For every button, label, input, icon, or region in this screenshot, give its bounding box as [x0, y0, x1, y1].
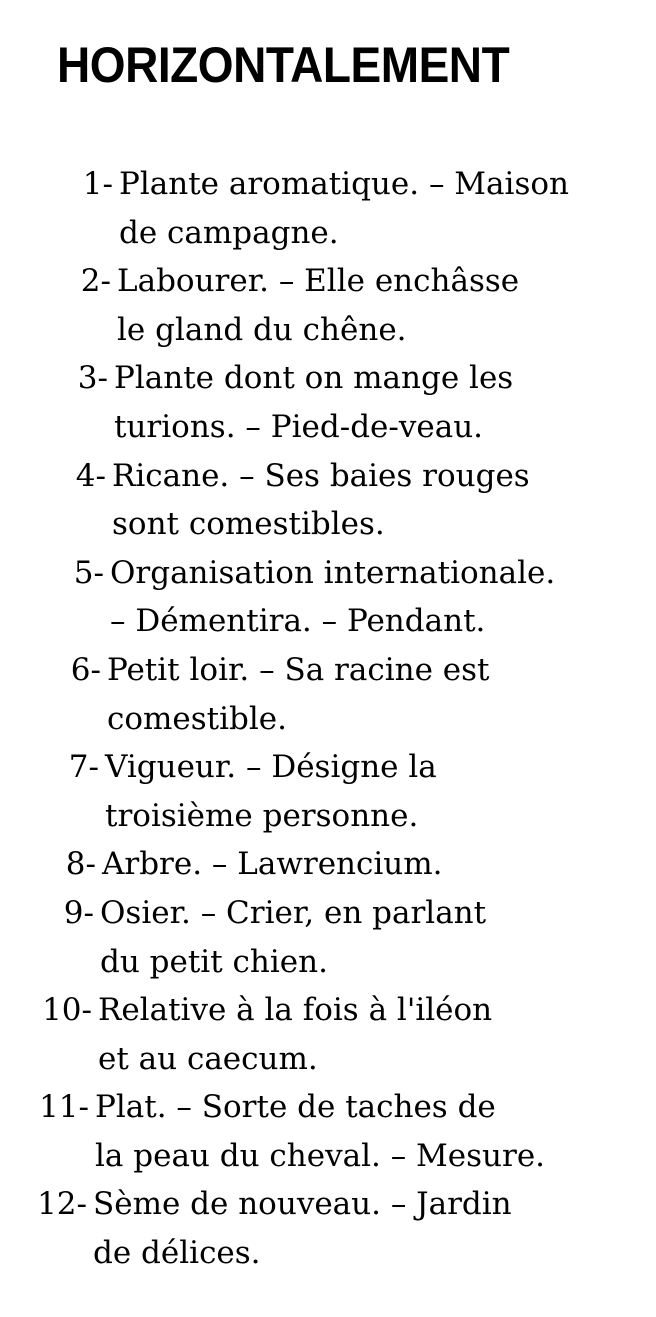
clue-list	[0, 160, 640, 1278]
clue-item	[0, 1083, 640, 1180]
clue-item	[0, 160, 640, 257]
clue-text: comestible.	[107, 700, 288, 737]
clue-text: Sème de nouveau. – Jardin	[93, 1186, 512, 1223]
clue-item	[0, 743, 640, 840]
clue-text: Relative à la fois à l'iléon	[98, 992, 493, 1029]
clue-number: 2-	[80, 263, 111, 300]
clue-item	[0, 549, 640, 646]
clue-number: 8-	[65, 846, 96, 883]
clue-text: et au caecum.	[98, 1040, 318, 1077]
clue-text: troisième personne.	[105, 797, 419, 834]
clue-number: 3-	[77, 360, 108, 397]
clue-number: 12-	[37, 1186, 87, 1223]
clue-item	[0, 452, 640, 549]
clue-number: 11-	[39, 1089, 89, 1126]
clue-text: sont comestibles.	[112, 506, 385, 543]
clue-number: 7-	[68, 749, 99, 786]
clue-item	[0, 840, 640, 889]
clue-item	[0, 889, 640, 986]
clue-text: – Démentira. – Pendant.	[110, 603, 486, 640]
clue-item	[0, 646, 640, 743]
clue-number: 4-	[75, 457, 106, 494]
clue-number: 9-	[63, 894, 94, 931]
clue-text: Plante dont on mange les	[114, 360, 514, 397]
clue-text: Plat. – Sorte de taches de	[95, 1089, 496, 1126]
clue-number: 6-	[70, 651, 101, 688]
clue-number: 5-	[73, 554, 104, 591]
clue-text: Vigueur. – Désigne la	[105, 749, 437, 786]
clue-text: de campagne.	[119, 214, 339, 251]
clue-text: Arbre. – Lawrencium.	[102, 846, 443, 883]
clue-item	[0, 354, 640, 451]
clue-text: Petit loir. – Sa racine est	[107, 651, 490, 688]
clue-text: Ricane. – Ses baies rouges	[112, 457, 530, 494]
section-heading: HORIZONTALEMENT	[57, 37, 510, 93]
clue-text: Organisation internationale.	[110, 554, 556, 591]
clue-text: turions. – Pied-de-veau.	[114, 408, 484, 445]
clue-text: Osier. – Crier, en parlant	[100, 894, 487, 931]
clue-text: le gland du chêne.	[117, 311, 407, 348]
clue-item	[0, 257, 640, 354]
clue-item	[0, 986, 640, 1083]
clue-text: de délices.	[93, 1235, 261, 1272]
clue-text: Labourer. – Elle enchâsse	[117, 263, 520, 300]
clue-text: la peau du cheval. – Mesure.	[95, 1137, 546, 1174]
clue-text: du petit chien.	[100, 943, 328, 980]
clue-number: 10-	[42, 992, 92, 1029]
clue-number: 1-	[82, 166, 113, 202]
clue-text: Plante aromatique. – Maison	[119, 166, 569, 202]
clue-item	[0, 1180, 640, 1277]
